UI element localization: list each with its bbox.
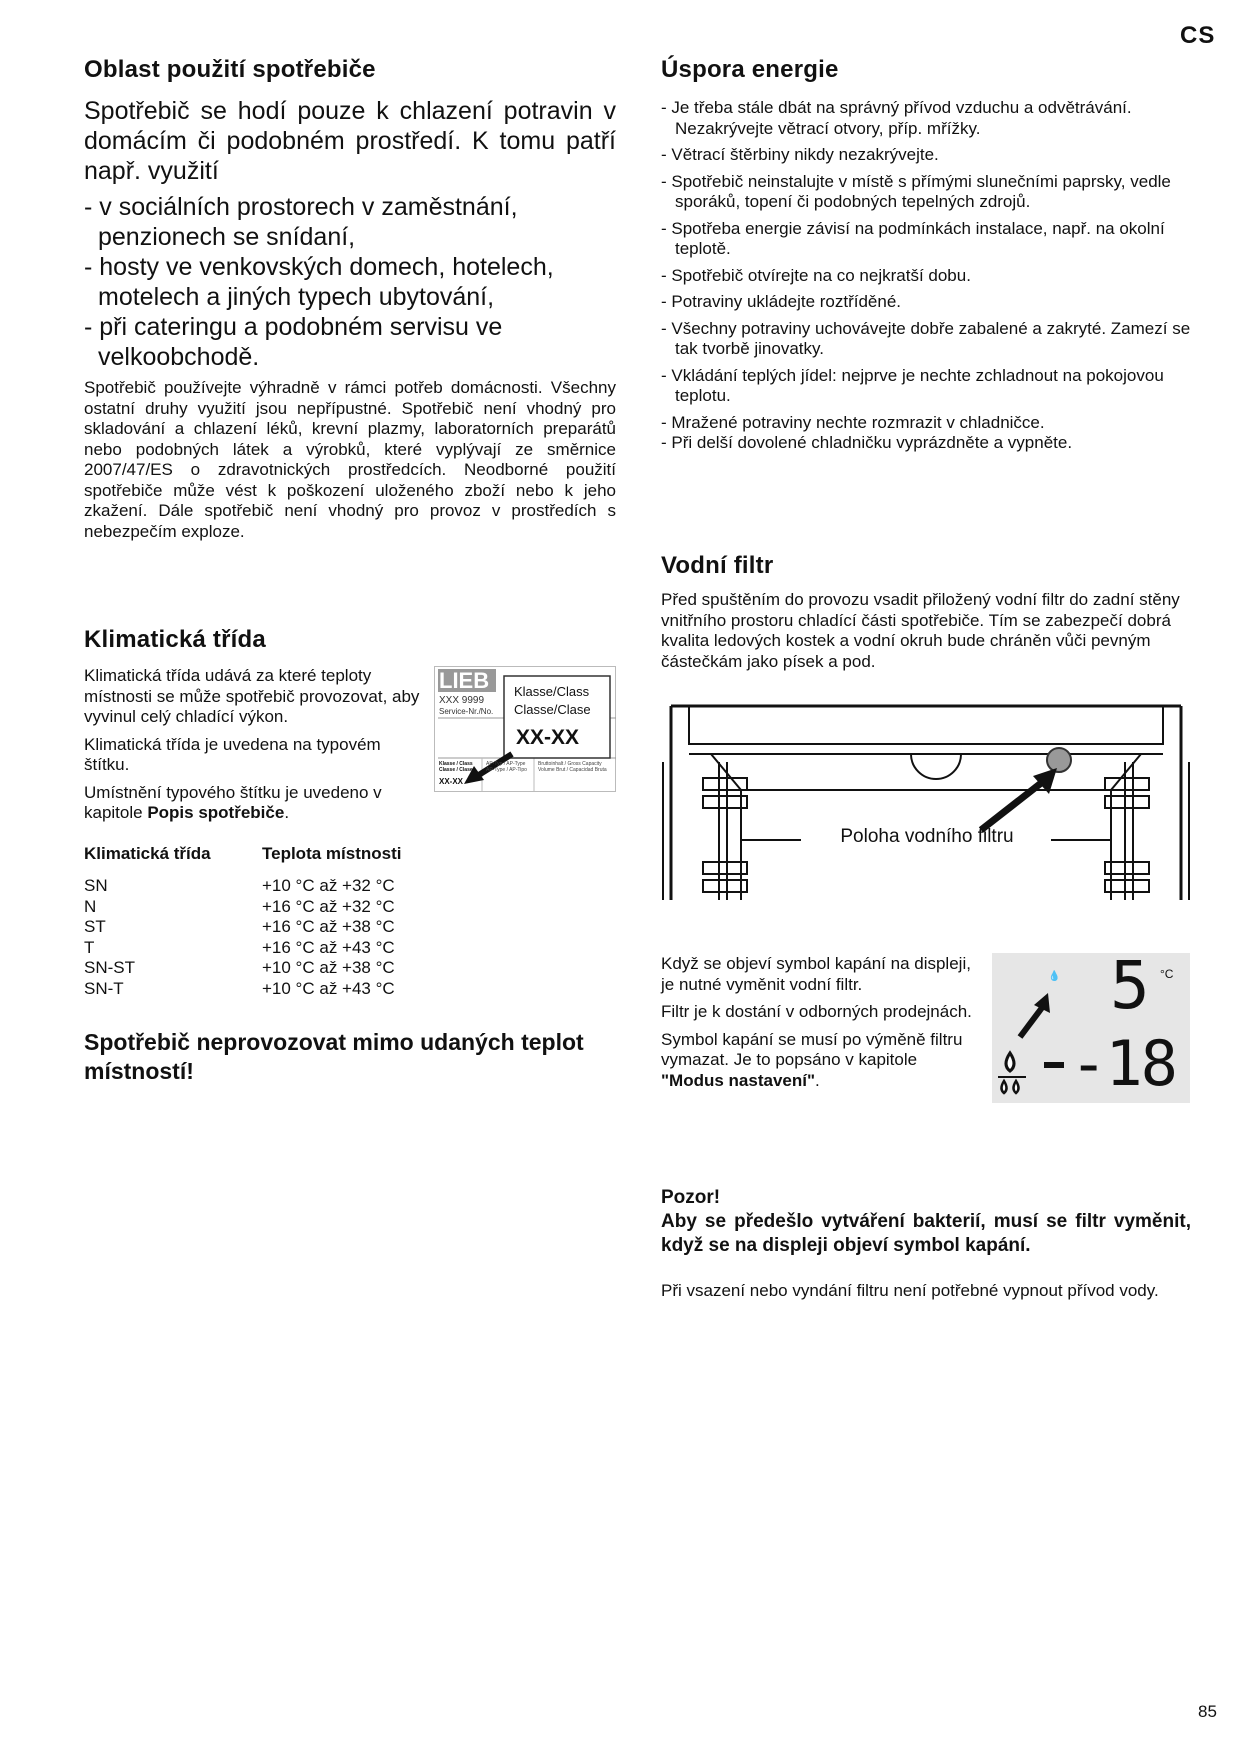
pozor-title: Pozor! [661, 1187, 721, 1208]
climate-section [84, 626, 616, 654]
energy-item: - Při delší dovolené chladničku vyprázdněte a vypněte. [661, 433, 1073, 452]
page-number: 85 [1198, 1702, 1217, 1721]
plate-class-label: Classe/Clase [514, 702, 591, 717]
pozor-text: Aby se předešlo vytváření bakterií, musí se filtr vyměnit, když se na displeji objeví symbol kapání. [661, 1211, 1191, 1256]
plate-class-value: XX-XX [516, 726, 580, 749]
energy-item: - Vkládání teplých jídel: nejprve je nechte zchladnout na pokojovou teplotu. [661, 365, 1164, 405]
energy-item: - Spotřeba energie závisí na podmínkách instalace, např. na okolní teplotě. [661, 218, 1165, 258]
filter-heading: Vodní filtr [661, 552, 774, 579]
display-bottom-value: -18 [1070, 1027, 1176, 1100]
display-para: Symbol kapání se musí po výměně filtru vymazat. Je to popsáno v kapitole "Modus nastavení". [661, 1029, 963, 1090]
table-row: SN-ST +10 °C až +38 °C [84, 958, 395, 977]
filter-figure-label: Poloha vodního filtru [840, 826, 1014, 847]
usage-list [84, 192, 616, 372]
energy-item: - Mražené potraviny nechte rozmrazit v chladničce. [661, 412, 1045, 432]
plate-serial: XXX 9999 [439, 695, 485, 706]
climate-text [84, 666, 424, 831]
energy-item: - Všechny potraviny uchovávejte dobře zabalené a zakryté. Zamezí se tak tvorbě jinovatky. [661, 318, 1191, 358]
energy-heading: Úspora energie [661, 56, 839, 83]
display-unit: °C [1160, 967, 1174, 981]
pozor-block [661, 1186, 1191, 1258]
rating-plate-image [434, 666, 616, 792]
energy-section [661, 56, 1191, 460]
filter-location-figure [661, 702, 1191, 900]
table-row: T +16 °C až +43 °C [84, 937, 395, 957]
usage-section [84, 56, 616, 542]
climate-para: Klimatická třída udává za které teploty místnosti se může spotřebič provozovat, aby vyvinul celý chladící výkon. [84, 666, 420, 726]
table-row: N +16 °C až +32 °C [84, 896, 395, 916]
plate-small-class: XX-XX [439, 777, 464, 786]
display-text [661, 954, 981, 1098]
climate-heading: Klimatická třída [84, 626, 266, 653]
plate-small-text: AP-Typ / AP-Type AP-Type / AP-Tipo [486, 761, 527, 773]
table-row: SN-T +10 °C až +43 °C [84, 978, 395, 998]
energy-item: - Je třeba stále dbát na správný přívod vzduchu a odvětrávání. Nezakrývejte větrací otvory, příp. mřížky. [661, 98, 1132, 138]
energy-item: - Spotřebič neinstalujte v místě s přímými slunečními paprsky, vedle sporáků, topení či podobných tepelných zdrojů. [661, 171, 1171, 211]
table-header: Teplota místnosti [262, 844, 402, 863]
display-panel [992, 947, 1190, 1103]
table-row: ST +16 °C až +38 °C [84, 917, 395, 936]
energy-item: - Potraviny ukládejte roztříděné. [661, 292, 902, 311]
usage-intro: Spotřebič se hodí pouze k chlazení potravin v domácím či podobném prostředí. K tomu patří např. využití [84, 97, 616, 185]
drip-symbol-small-icon: 💧 [1048, 971, 1061, 982]
climate-para: Umístnění typového štítku je uvedeno v kapitole Popis spotřebiče. [84, 782, 382, 822]
display-top-digit: 5 [1110, 947, 1150, 1024]
language-code: CS [1180, 22, 1216, 49]
usage-item: - v sociálních prostorech v zaměstnání, penzionech se snídaní, [84, 193, 518, 251]
usage-heading: Oblast použití spotřebiče [84, 56, 376, 83]
plate-class-label: Klasse/Class [514, 684, 590, 699]
usage-item: - při cateringu a podobném servisu ve velkoobchodě. [84, 313, 503, 371]
plate-service: Service-Nr./No. [439, 707, 494, 716]
climate-para: Klimatická třída je uvedena na typovém štítku. [84, 734, 381, 774]
plate-small-text: Bruttoinhalt / Gross Capacity Volume Brut / Capacidad Bruta [538, 761, 607, 773]
filter-intro: Před spuštěním do provozu vsadit přiložený vodní filtr do zadní stěny vnitřního prostoru chladící části spotřebiče. Tím se zabezpečí dobrá kvalita ledových kostek a vodní okruh bude chráněn vůči pevným částečkám jako písek a pod. [661, 590, 1180, 671]
usage-details: Spotřebič používejte výhradně v rámci potřeb domácnosti. Všechny ostatní druhy využití jsou nepřípustné. Spotřebič není vhodný pro skladování a chlazení léků, krevní plazmy, laboratorních preparátů nebo podobných látek a výrobků, které vyplývají ze směrnice 2007/47/ES o zdravotnických prostředcích. Neodborné použití spotřebiče může vést k poškození uloženého zboží nebo k jeho zkažení. Dále spotřebič není vhodný pro provoz v prostředích s nebezpečím exploze. [84, 378, 616, 541]
plate-small-text: Klasse / Class Classe / Clase [439, 761, 473, 773]
display-para: Když se objeví symbol kapání na displeji, je nutné vyměnit vodní filtr. [661, 954, 971, 994]
usage-item: - hosty ve venkovských domech, hotelech, motelech a jiných typech ubytování, [84, 253, 554, 311]
filter-note: Při vsazení nebo vyndání filtru není potřebné vypnout přívod vody. [661, 1281, 1159, 1300]
energy-item: - Větrací štěrbiny nikdy nezakrývejte. [661, 145, 939, 164]
filter-section [661, 552, 1191, 672]
energy-list [661, 98, 1191, 454]
plate-brand: LIEB [439, 668, 490, 693]
climate-warning: Spotřebič neprovozovat mimo udaných teplot místností! [84, 1029, 584, 1084]
display-para: Filtr je k dostání v odborných prodejnách. [661, 1002, 972, 1021]
table-row: SN +10 °C až +32 °C [84, 876, 395, 895]
table-header: Klimatická třída [84, 844, 211, 863]
climate-table [84, 844, 401, 999]
energy-item: - Spotřebič otvírejte na co nejkratší dobu. [661, 265, 971, 285]
